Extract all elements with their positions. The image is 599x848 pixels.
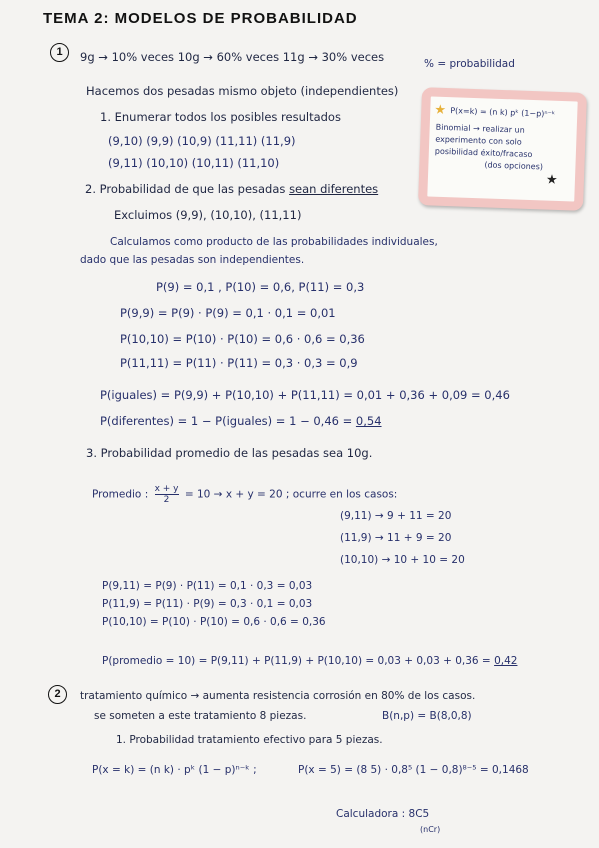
results-row-1: (9,10) (9,9) (10,9) (11,11) (11,9) (108, 134, 296, 148)
note-line-2: experimento con solo (435, 134, 522, 147)
q3-case-2: (11,9) → 11 + 9 = 20 (340, 532, 452, 544)
q3-p-11-9: P(11,9) = P(11) · P(9) = 0,3 · 0,1 = 0,03 (102, 598, 313, 610)
page-title: TEMA 2: MODELOS DE PROBABILIDAD (43, 10, 358, 27)
binomial-sticky-note (418, 87, 587, 211)
weights-line: 9g → 10% veces 10g → 60% veces 11g → 30% veces (80, 50, 385, 64)
ex2-calculator-key: (nCr) (420, 825, 441, 834)
q2-probabilities: P(9) = 0,1 , P(10) = 0,6, P(11) = 0,3 (156, 280, 365, 294)
percent-note: % = probabilidad (424, 58, 515, 70)
ex2-result: P(x = 5) = (8 5) · 0,8⁵ (1 − 0,8)⁸⁻⁵ = 0,1468 (298, 764, 529, 776)
ex2-pieces: se someten a este tratamiento 8 piezas. (94, 710, 307, 722)
ex2-binomial: B(n,p) = B(8,0,8) (382, 710, 472, 722)
note-line-3: posibilidad éxito/fracaso (434, 146, 533, 160)
star-icon-dark: ★ (545, 172, 558, 188)
note-line-4: (dos opciones) (484, 160, 544, 172)
star-icon: ★ (434, 102, 447, 118)
exercise-number-1: 1 (50, 43, 69, 62)
q2-excluded: Excluimos (9,9), (10,10), (11,11) (114, 208, 302, 222)
q2-title: 2. Probabilidad de que las pesadas sean diferentes (85, 182, 379, 196)
q3-p-9-11: P(9,11) = P(9) · P(11) = 0,1 · 0,3 = 0,03 (102, 580, 313, 592)
q2-explain-1: Calculamos como producto de las probabilidades individuales, (110, 236, 438, 248)
ex2-formula: P(x = k) = (n k) · pᵏ (1 − p)ⁿ⁻ᵏ ; (92, 764, 257, 776)
q2-p-9-9: P(9,9) = P(9) · P(9) = 0,1 · 0,1 = 0,01 (120, 306, 336, 320)
note-formula: P(x=k) = (n k) pᵏ (1−p)ⁿ⁻ᵏ (450, 106, 556, 119)
q2-explain-2: dado que las pesadas son independientes. (80, 254, 305, 266)
q2-p-diferentes: P(diferentes) = 1 − P(iguales) = 1 − 0,46 = 0,54 (100, 414, 382, 428)
results-row-2: (9,11) (10,10) (10,11) (11,10) (108, 156, 280, 170)
q3-p-average: P(promedio = 10) = P(9,11) + P(11,9) + P(10,10) = 0,03 + 0,03 + 0,36 = 0,42 (102, 655, 518, 667)
q2-p-iguales: P(iguales) = P(9,9) + P(10,10) + P(11,11) = 0,01 + 0,36 + 0,09 = 0,46 (100, 388, 510, 402)
fraction-numerator: x + y (154, 484, 179, 494)
ex2-calculator: Calculadora : 8C5 (336, 808, 430, 820)
q3-p-10-10: P(10,10) = P(10) · P(10) = 0,6 · 0,6 = 0,36 (102, 616, 326, 628)
q3-title: 3. Probabilidad promedio de las pesadas sea 10g. (86, 446, 373, 460)
ex2-statement: tratamiento químico → aumenta resistencia corrosión en 80% de los casos. (80, 690, 476, 702)
note-line-1: Binomial → realizar un (435, 122, 525, 135)
q3-average: Promedio : $\frac{x + y}{2}$ = 10 → x + y = 20 ; ocurre en los casos: (92, 484, 398, 505)
exercise-number-2: 2 (48, 685, 67, 704)
ex2-q1-title: 1. Probabilidad tratamiento efectivo para 5 piezas. (116, 734, 383, 746)
q2-p-10-10: P(10,10) = P(10) · P(10) = 0,6 · 0,6 = 0,36 (120, 332, 365, 346)
fraction-denominator: 2 (163, 495, 170, 505)
q1-title: 1. Enumerar todos los posibles resultados (100, 110, 341, 124)
q3-case-3: (10,10) → 10 + 10 = 20 (340, 554, 465, 566)
q3-case-1: (9,11) → 9 + 11 = 20 (340, 510, 452, 522)
independent-note: Hacemos dos pesadas mismo objeto (independientes) (86, 84, 399, 98)
q2-p-11-11: P(11,11) = P(11) · P(11) = 0,3 · 0,3 = 0,9 (120, 356, 358, 370)
